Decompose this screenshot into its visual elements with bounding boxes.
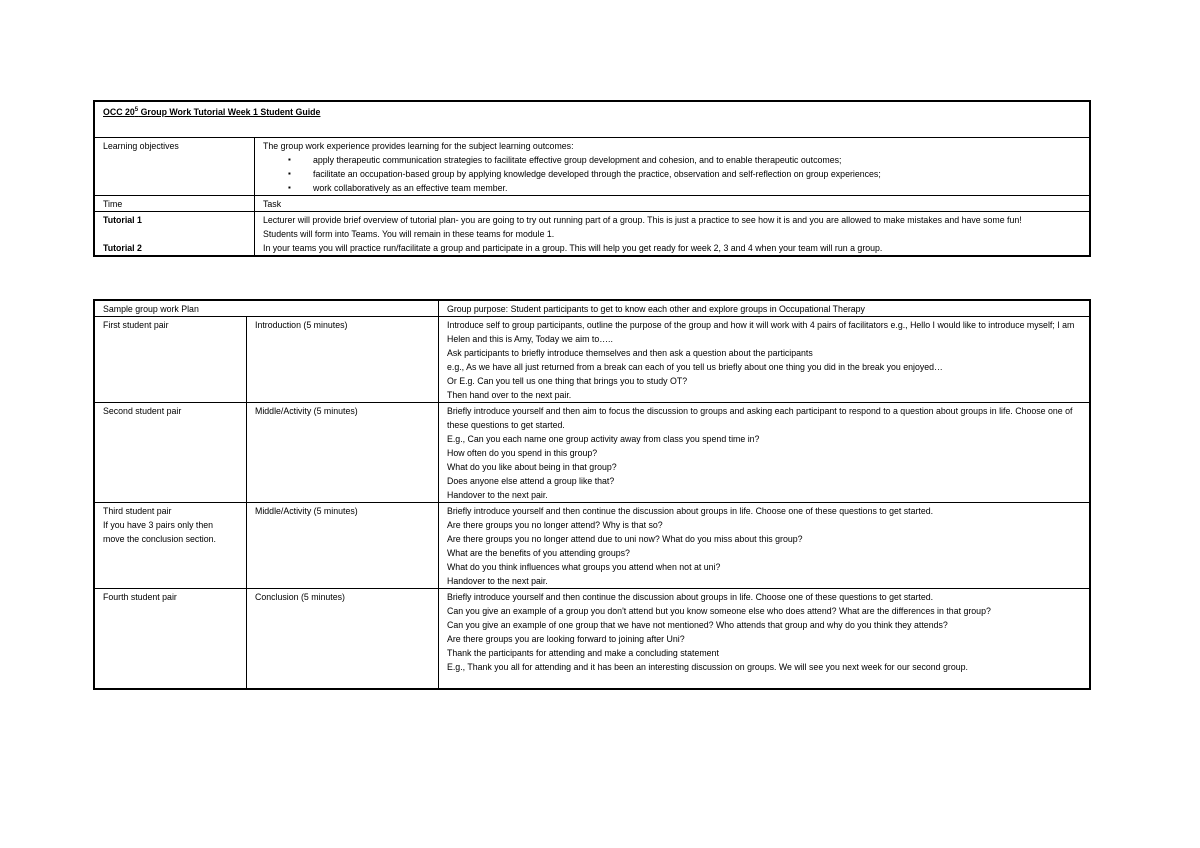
phase-label: Conclusion (5 minutes)	[247, 589, 439, 689]
tutorial-2-task-1: Students will form into Teams. You will remain in these teams for module 1.	[263, 229, 555, 239]
pair-instructions: Briefly introduce yourself and then continue the discussion about groups in life. Choose one of these questions to get started. Can you give an example of a group you don't attend but you know someone else who does attend? What are the differences in that group? Can you give an example of one group that we have not mentioned? Who attends that group and why do you think they attends? Are there groups you are looking forward to joining after Uni? Thank the participants for attending and make a concluding statement E.g., Thank you all for attending and it has been an interesting discussion on groups. We will see you next week for our second group.	[439, 589, 1090, 689]
table-row	[95, 317, 1090, 403]
time-header: Time	[95, 196, 255, 212]
pair-label: First student pair	[95, 317, 247, 403]
learning-objectives-label: Learning objectives	[95, 138, 255, 196]
pair-instructions: Introduce self to group participants, outline the purpose of the group and how it will work with 4 pairs of facilitators e.g., Hello I would like to introduce myself; I am Helen and this is Amy, Today we aim to….. Ask participants to briefly introduce themselves and then ask a question about the participants e.g., As we have all just returned from a break can each of you tell us briefly about one thing you did in the break you enjoyed… Or E.g. Can you tell us one thing that brings you to study OT? Then hand over to the next pair.	[439, 317, 1090, 403]
phase-label: Middle/Activity (5 minutes)	[247, 403, 439, 503]
schedule-row	[95, 212, 1090, 256]
objective-item: ▪ facilitate an occupation-based group by applying knowledge developed through the practice, observation and self-reflection on group experiences;	[313, 167, 1081, 181]
pair-label: Third student pair If you have 3 pairs only then move the conclusion section.	[95, 503, 247, 589]
task-header: Task	[255, 196, 1090, 212]
pair-instructions: Briefly introduce yourself and then continue the discussion about groups in life. Choose one of these questions to get started. Are there groups you no longer attend? Why is that so? Are there groups you no longer attend due to uni now? What do you miss about this group? What are the benefits of you attending groups? What do you think influences what groups you attend when not at uni? Handover to the next pair.	[439, 503, 1090, 589]
page-title: OCC $20^5$ Group Work Tutorial Week 1 Student Guide	[95, 102, 1090, 138]
tutorial-2-task-2: In your teams you will practice run/facilitate a group and participate in a group. This will help you get ready for week 2, 3 and 4 when your team will run a group.	[263, 243, 883, 253]
phase-label: Introduction (5 minutes)	[247, 317, 439, 403]
learning-objectives-row	[95, 138, 1090, 196]
objectives-list	[263, 153, 1081, 195]
table-row	[95, 503, 1090, 589]
objective-item: ▪ work collaboratively as an effective team member.	[313, 181, 1081, 195]
objective-item: ▪ apply therapeutic communication strategies to facilitate effective group development and cohesion, and to enable therapeutic outcomes;	[313, 153, 1081, 167]
pair-label: Fourth student pair	[95, 589, 247, 689]
group-purpose: Group purpose: Student participants to get to know each other and explore groups in Occupational Therapy	[439, 301, 1090, 317]
phase-label: Middle/Activity (5 minutes)	[247, 503, 439, 589]
learning-objectives-content: The group work experience provides learning for the subject learning outcomes: ▪ apply therapeutic communication strategies to facilitate effective group development and cohesion, and to enable therapeutic outcomes; ▪ facilitate an occupation-based group by applying knowledge developed through the practice, observation and self-reflection on group experiences; ▪ work collaboratively as an effective team member.	[255, 138, 1090, 196]
pair-instructions: Briefly introduce yourself and then aim to focus the discussion to groups and asking each participant to respond to a question about groups in life. Choose one of these questions to get started. E.g., Can you each name one group activity away from class you spend time in? How often do you spend in this group? What do you like about being in that group? Does anyone else attend a group like that? Handover to the next pair.	[439, 403, 1090, 503]
tutorial-1-label: Tutorial 1	[103, 215, 142, 225]
table-row	[95, 589, 1090, 689]
pair-label: Second student pair	[95, 403, 247, 503]
tutorial-guide-table	[94, 101, 1090, 256]
tutorial-1-task: Lecturer will provide brief overview of tutorial plan- you are going to try out running part of a group. This is just a practice to see how it is and you are allowed to make mistakes and have some fun!	[263, 215, 1022, 225]
plan-header: Sample group work Plan	[95, 301, 439, 317]
tutorial-2-label: Tutorial 2	[103, 243, 142, 253]
group-work-plan-table	[94, 300, 1090, 689]
table-row	[95, 403, 1090, 503]
schedule-header-row	[95, 196, 1090, 212]
plan-header-row	[95, 301, 1090, 317]
